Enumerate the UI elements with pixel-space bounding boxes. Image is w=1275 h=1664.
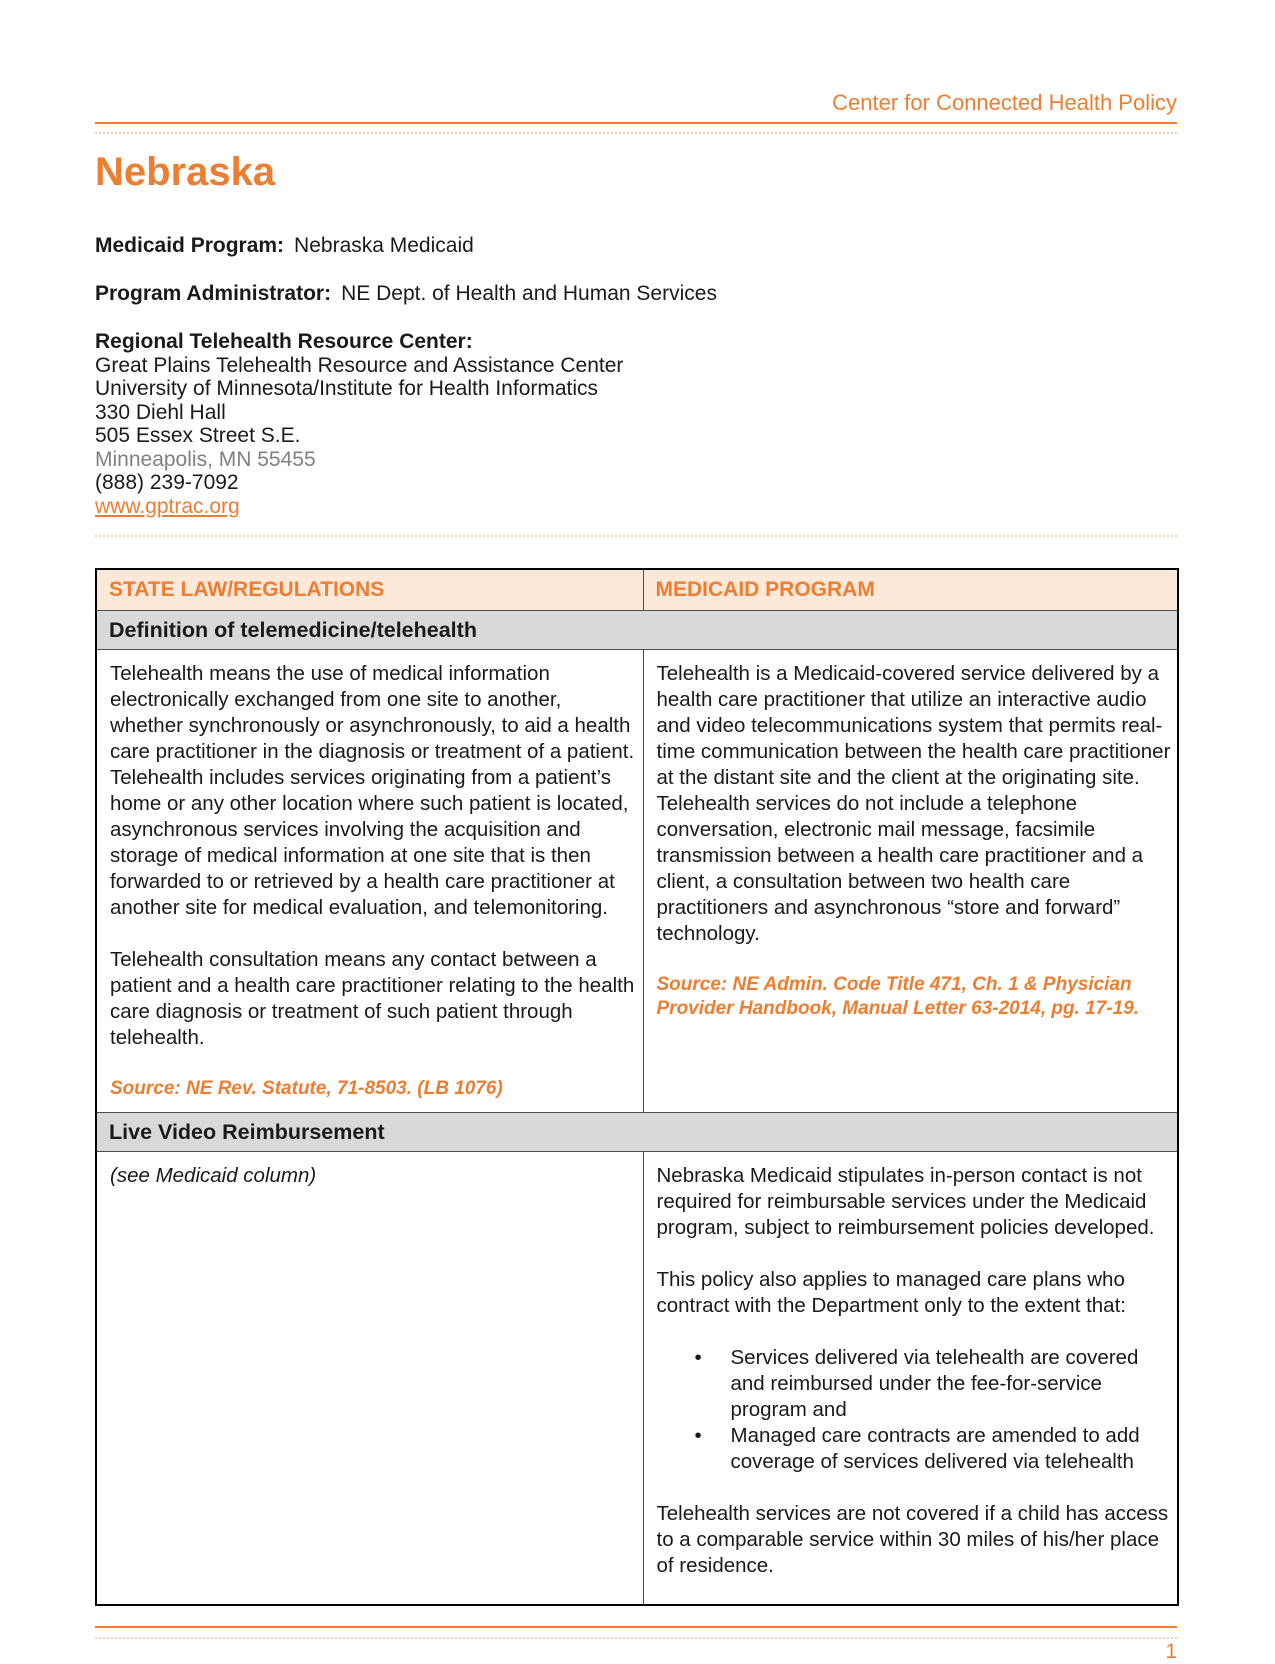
definition-state-paragraph-1: Telehealth means the use of medical information electronically exchanged from one site to another, whether synchronously or asynchronously, to aid a health care practitioner in the diagnosis or treatment of a patient. Telehealth includes services originating from a patient’s home or any other location where such patient is located, asynchronous services involving the acquisition and storage of medical information at one site that is then forwarded to or retrieved by a health care practitioner at another site for medical evaluation, and telemonitoring. [110, 662, 635, 919]
live-video-medicaid-cell [643, 1152, 1178, 1606]
live-video-bullet-list [657, 1345, 1172, 1475]
definition-medicaid-paragraph: Telehealth is a Medicaid-covered service delivered by a health care practitioner that utilize an interactive audio and video telecommunications system that permits real-time communication between the health care practitioner at the distant site and the client at the originating site. Telehealth services do not include a telephone conversation, electronic mail message, facsimile transmission between a health care practitioner and a client, a consultation between two health care practitioners and asynchronous “store and forward” technology. [656, 662, 1171, 945]
medicaid-program-label: Medicaid Program: [95, 234, 285, 257]
page-title: Nebraska [95, 150, 276, 194]
table-header-row [96, 569, 1178, 611]
program-administrator-label: Program Administrator: [95, 282, 332, 305]
bullet-item [657, 1345, 1172, 1423]
column-header-medicaid: MEDICAID PROGRAM [643, 569, 1178, 611]
section-title-live-video: Live Video Reimbursement [96, 1113, 1178, 1152]
content-row-live-video [96, 1152, 1178, 1606]
see-medicaid-column-note: (see Medicaid column) [110, 1164, 317, 1187]
definition-state-paragraph-2: Telehealth consultation means any contact between a patient and a health care practitioner relating to the health care diagnosis or treatment of such patient through telehealth. [110, 948, 635, 1049]
resource-center-street: 505 Essex Street S.E. [95, 424, 301, 447]
policy-table [95, 568, 1179, 1606]
content-row-definition [96, 650, 1178, 1113]
footer-rule-dotted [95, 1637, 1177, 1639]
bullet-item [657, 1423, 1172, 1475]
definition-medicaid-source: Source: NE Admin. Code Title 471, Ch. 1 & Physician Provider Handbook, Manual Letter 63-2014, pg. 17-19. [656, 974, 1140, 1019]
resource-center-name: Great Plains Telehealth Resource and Assistance Center [95, 353, 624, 377]
resource-center-website-link[interactable]: www.gptrac.org [95, 494, 240, 518]
medicaid-program-line [95, 234, 1177, 257]
bullet-icon: • [694, 1424, 702, 1447]
section-row-definition [96, 611, 1178, 650]
header-rule-dotted [95, 132, 1177, 134]
resource-center-institute: University of Minnesota/Institute for Health Informatics [95, 377, 599, 400]
bullet-text: Managed care contracts are amended to add coverage of services delivered via telehealth [730, 1424, 1140, 1473]
program-administrator-line [95, 282, 1177, 305]
pre-table-dotted-rule [95, 535, 1177, 537]
bullet-icon: • [694, 1346, 702, 1369]
medicaid-program-value: Nebraska Medicaid [294, 234, 474, 257]
live-video-paragraph-3: Telehealth services are not covered if a child has access to a comparable service within 30 miles of his/her place of residence. [656, 1502, 1169, 1577]
program-administrator-value: NE Dept. of Health and Human Services [341, 282, 717, 305]
header-rule [95, 122, 1177, 124]
definition-medicaid-cell [643, 650, 1178, 1113]
bullet-text: Services delivered via telehealth are covered and reimbursed under the fee-for-service program and [730, 1346, 1139, 1421]
brand-header: Center for Connected Health Policy [832, 90, 1177, 115]
resource-center-label: Regional Telehealth Resource Center: [95, 330, 473, 353]
live-video-state-law-cell [96, 1152, 643, 1606]
live-video-paragraph-2: This policy also applies to managed care plans who contract with the Department only to the extent that: [656, 1268, 1126, 1317]
live-video-paragraph-1: Nebraska Medicaid stipulates in-person contact is not required for reimbursable services under the Medicaid program, subject to reimbursement policies developed. [656, 1164, 1155, 1239]
definition-state-source: Source: NE Rev. Statute, 71-8503. (LB 1076) [110, 1078, 503, 1099]
definition-state-law-cell [96, 650, 643, 1113]
resource-center-block [95, 330, 1177, 518]
section-title-definition: Definition of telemedicine/telehealth [96, 611, 1178, 650]
resource-center-city: Minneapolis, MN 55455 [95, 447, 316, 471]
footer-rule [95, 1626, 1177, 1628]
section-row-live-video [96, 1113, 1178, 1152]
page-number: 1 [1165, 1640, 1177, 1663]
resource-center-phone: (888) 239-7092 [95, 471, 239, 494]
resource-center-hall: 330 Diehl Hall [95, 400, 226, 424]
column-header-state-law: STATE LAW/REGULATIONS [96, 569, 643, 611]
